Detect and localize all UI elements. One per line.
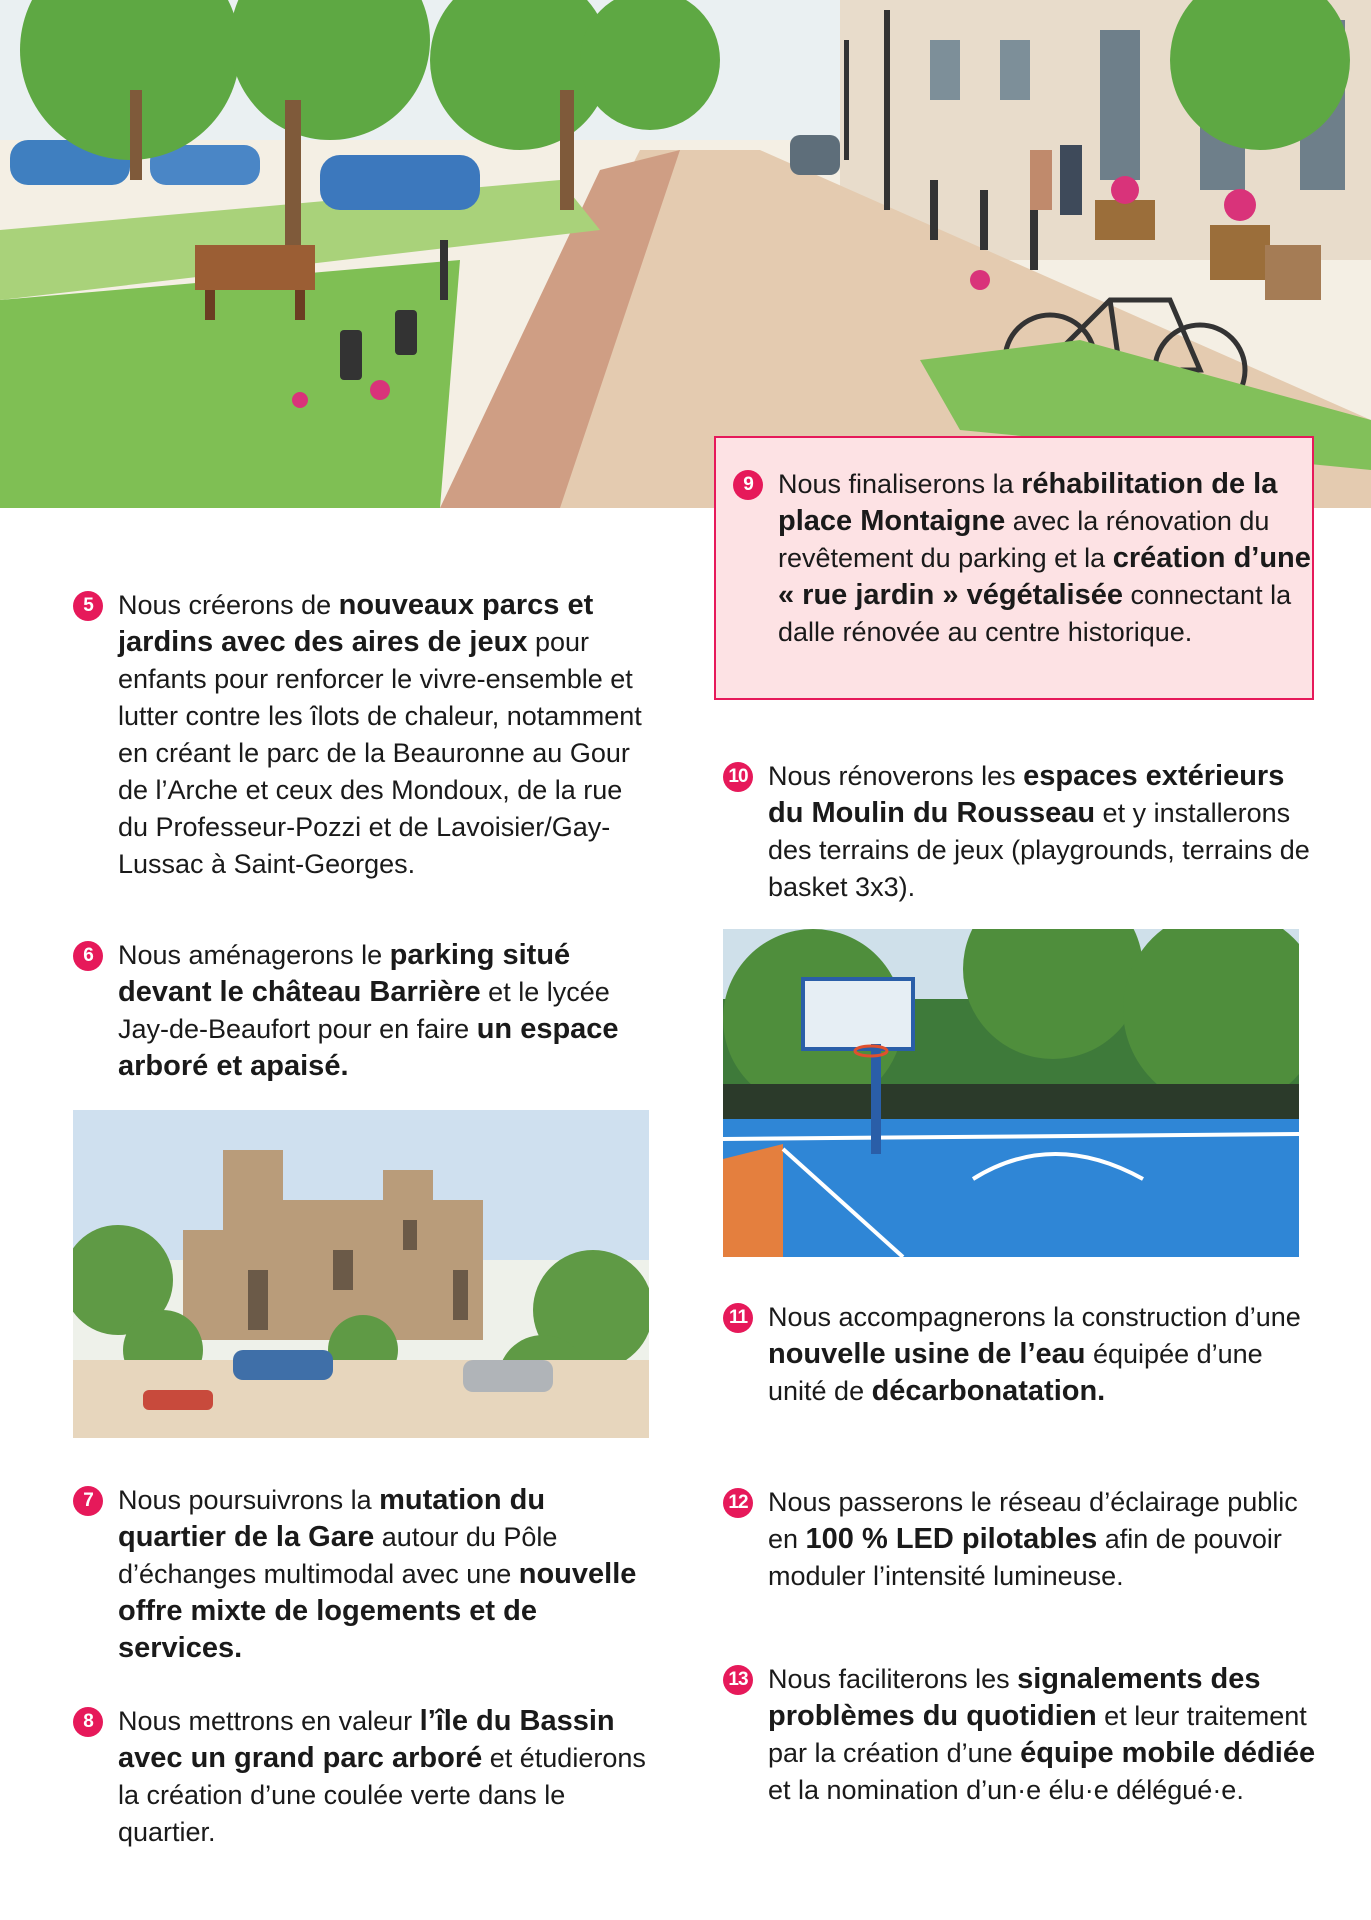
bold-text: création d’une « rue jardin » végétalisée <box>778 542 1311 611</box>
item-number-badge: 10 <box>723 762 753 792</box>
item-number-badge: 9 <box>733 470 763 500</box>
item-number-badge: 12 <box>723 1488 753 1518</box>
item-text <box>118 1485 636 1663</box>
bold-text: un espace arboré et apaisé. <box>118 1013 619 1082</box>
item-text <box>768 1302 1301 1406</box>
bold-text: l’île du Bassin avec un grand parc arboré <box>118 1705 615 1774</box>
body-text: Nous poursuivrons la <box>118 1485 380 1515</box>
item-number-badge: 6 <box>73 941 103 971</box>
body-text: Nous finaliserons la <box>778 469 1022 499</box>
body-text: équipée d’une unité de <box>768 1339 1263 1406</box>
item-text <box>118 940 619 1081</box>
bold-text: équipe mobile dédiée <box>1020 1737 1316 1769</box>
item-number-badge: 7 <box>73 1486 103 1516</box>
body-text: et leur traitement par la création d’une <box>768 1701 1307 1768</box>
item-text <box>118 590 642 879</box>
bold-text: mutation du quartier de la Gare <box>118 1484 546 1553</box>
bold-text: nouvelle usine de l’eau <box>768 1338 1086 1370</box>
item-5 <box>73 587 653 883</box>
item-11 <box>723 1299 1303 1410</box>
bold-text: parking situé devant le château Barrière <box>118 939 571 1008</box>
body-text: pour enfants pour renforcer le vivre-ensemble et lutter contre les îlots de chaleur, notamment en créant le parc de la Beauronne au Gour de l’Arche et ceux des Mondoux, de la rue du Professeur-Pozzi et de Lavoisier/Gay-Lussac à Saint-Georges. <box>118 627 642 879</box>
body-text: Nous aménagerons le <box>118 940 390 970</box>
item-text <box>768 1487 1298 1591</box>
item-6 <box>73 937 653 1085</box>
body-text: et la nomination d’un·e élu·e délégué·e. <box>768 1775 1244 1805</box>
bold-text: espaces extérieurs du Moulin du Rousseau <box>768 760 1285 829</box>
item-number-badge: 8 <box>73 1707 103 1737</box>
item-text <box>768 761 1310 902</box>
item-12 <box>723 1484 1303 1595</box>
bold-text: nouvelle offre mixte de logements et de services. <box>118 1558 637 1664</box>
body-text: Nous créerons de <box>118 590 339 620</box>
bold-text: nouveaux parcs et jardins avec des aires de jeux <box>118 589 594 658</box>
item-text <box>768 1664 1315 1805</box>
body-text: Nous rénoverons les <box>768 761 1024 791</box>
chateau-ruins-illustration <box>73 1110 649 1438</box>
bold-text: réhabilitation de la place Montaigne <box>778 468 1278 537</box>
item-9 <box>733 466 1313 651</box>
body-text: Nous faciliterons les <box>768 1664 1018 1694</box>
body-text: Nous passerons le réseau d’éclairage public en <box>768 1487 1298 1554</box>
body-text: connectant la dalle rénovée au centre historique. <box>778 580 1292 647</box>
item-7 <box>73 1482 653 1667</box>
item-8 <box>73 1703 653 1851</box>
bold-text: décarbonatation. <box>871 1375 1106 1407</box>
body-text: et le lycée Jay-de-Beaufort pour en faire <box>118 977 610 1044</box>
body-text: autour du Pôle d’échanges multimodal avec une <box>118 1522 558 1589</box>
body-text: avec la rénovation du revêtement du parking et la <box>778 506 1270 573</box>
body-text: et étudierons la création d’une coulée verte dans le quartier. <box>118 1743 646 1847</box>
bold-text: 100 % LED pilotables <box>805 1523 1098 1555</box>
item-13 <box>723 1661 1323 1809</box>
item-10 <box>723 758 1323 906</box>
hero-street-illustration <box>0 0 1371 508</box>
basketball-court-photo <box>723 929 1299 1257</box>
item-text <box>118 1706 646 1847</box>
item-text <box>778 469 1311 647</box>
item-number-badge: 11 <box>723 1303 753 1333</box>
body-text: Nous accompagnerons la construction d’une <box>768 1302 1301 1332</box>
item-number-badge: 13 <box>723 1665 753 1695</box>
body-text: et y installerons des terrains de jeux (playgrounds, terrains de basket 3x3). <box>768 798 1310 902</box>
bold-text: signalements des problèmes du quotidien <box>768 1663 1261 1732</box>
item-number-badge: 5 <box>73 591 103 621</box>
body-text: afin de pouvoir moduler l’intensité lumineuse. <box>768 1524 1282 1591</box>
body-text: Nous mettrons en valeur <box>118 1706 420 1736</box>
